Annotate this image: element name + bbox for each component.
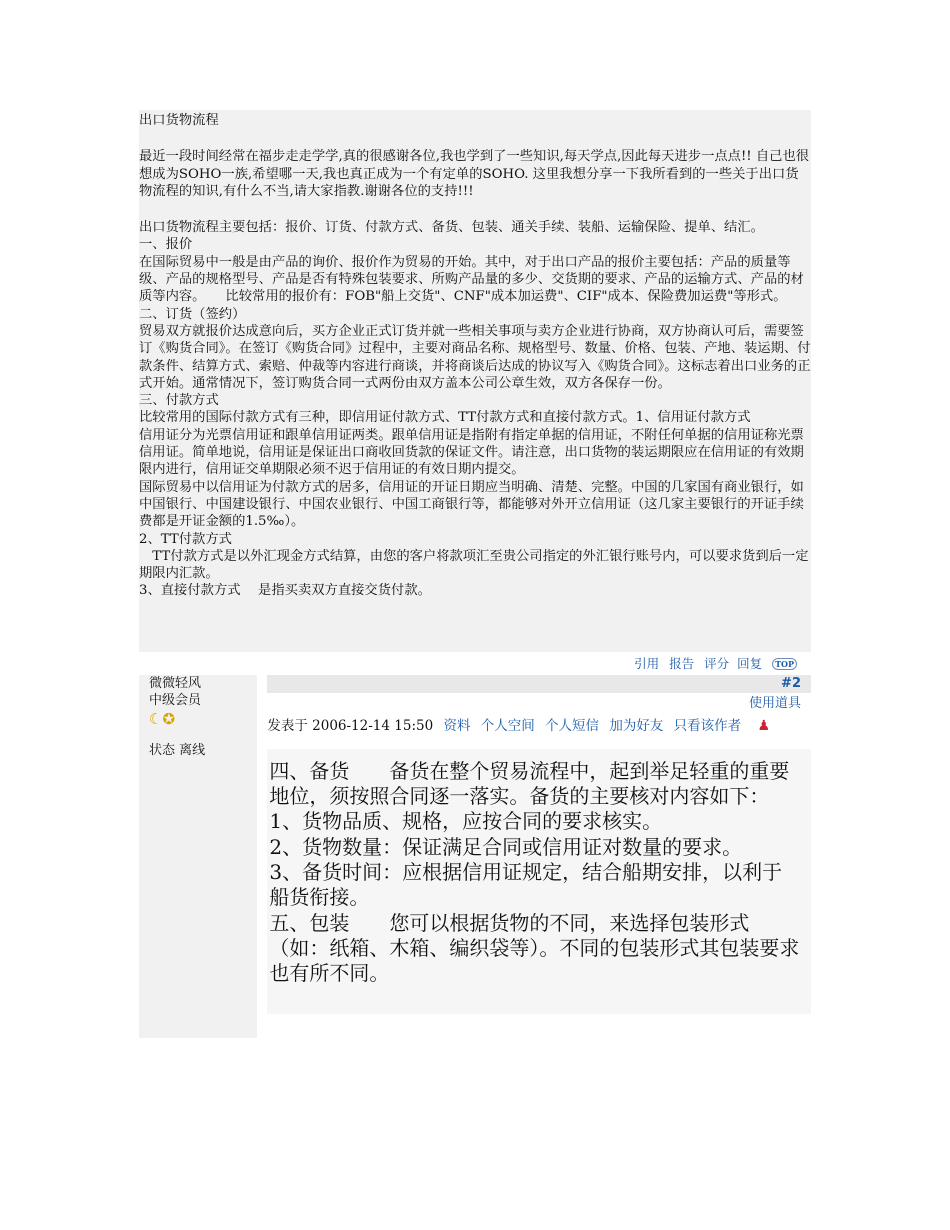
use-tools-link[interactable]: 使用道具 (748, 695, 801, 711)
section-body-quote: 在国际贸易中一般是由产品的询价、报价作为贸易的开始。其中，对于出口产品的报价主要包括：产品的质量等级、产品的规格型号、产品是否有特殊包装要求、所购产品量的多少、交货期的要求、产品的运输方式、产品的材质等内容。 比较常用的报价有：FOB"船上交货"、CNF"成本加运费"、CIF"成本、保险费加运费"等形式。 (139, 254, 804, 305)
body-line: 1、货物品质、规格，应按合同的要求核实。 (269, 809, 663, 834)
post-actions (139, 652, 811, 674)
post-2 (139, 675, 811, 1038)
qq-icon[interactable]: ♟ (757, 717, 771, 734)
moon-rank-icon: ☾ (149, 709, 163, 728)
floor-number[interactable]: #2 (781, 675, 801, 691)
only-author-link[interactable]: 只看该作者 (673, 717, 742, 734)
post-title: 出口货物流程 (139, 113, 219, 128)
section-title-order: 二、订货（签约） (139, 306, 246, 322)
space-link[interactable]: 个人空间 (480, 717, 535, 734)
tt-title: 2、TT付款方式 (139, 531, 232, 547)
section-body-payment-3: 国际贸易中以信用证为付款方式的居多，信用证的开证日期应当明确、清楚、完整。中国的几家国有商业银行，如中国银行、中国建设银行、中国农业银行、中国工商银行等，都能够对外开立信用证（这几家主要银行的开证手续费都是开证金额的1.5‰）。 (139, 479, 804, 530)
direct-payment: 3、直接付款方式 是指买卖双方直接交货付款。 (139, 583, 431, 599)
body-line: 四、备货 备货在整个贸易流程中，起到举足轻重的重要地位，须按照合同逐一落实。备货的主要核对内容如下： (269, 758, 790, 809)
rank-icons (149, 711, 257, 728)
section-body-order: 贸易双方就报价达成意向后，买方企业正式订货并就一些相关事项与卖方企业进行协商，双方协商认可后，需要签订《购货合同》。在签订《购货合同》过程中，主要对商品名称、规格型号、数量、价格、包装、产地、装运期、付款条件、结算方式、索赔、仲裁等内容进行商谈，并将商谈后达成的协议写入《购货合同》。这标志着出口业务的正式开始。通常情况下，签订购货合同一式两份由双方盖本公司公章生效，双方各保存一份。 (139, 323, 811, 391)
section-body-payment-1: 比较常用的国际付款方式有三种，即信用证付款方式、TT付款方式和直接付款方式。1、信用证付款方式 (139, 410, 751, 426)
body-line: 3、备货时间：应根据信用证规定，结合船期安排，以利于船货衔接。 (269, 859, 783, 910)
quote-link[interactable]: 引用 (634, 655, 660, 671)
reply-link[interactable]: 回复 (737, 655, 763, 671)
post-meta (267, 715, 811, 739)
section-body-payment-2: 信用证分为光票信用证和跟单信用证两类。跟单信用证是指附有指定单据的信用证，不附任何单据的信用证称光票信用证。简单地说，信用证是保证出口商收回货款的保证文件。请注意，出口货物的装运期限应在信用证的有效期限内进行，信用证交单期限必须不迟于信用证的有效日期内提交。 (139, 427, 804, 478)
section-title-quote: 一、报价 (139, 237, 193, 253)
rate-link[interactable]: 评分 (704, 655, 730, 671)
tt-body: TT付款方式是以外汇现金方式结算，由您的客户将款项汇至贵公司指定的外汇银行账号内，可以要求货到后一定期限内汇款。 (139, 548, 809, 582)
report-link[interactable]: 报告 (669, 655, 695, 671)
post-summary: 出口货物流程主要包括：报价、订货、付款方式、备货、包装、通关手续、装船、运输保险、提单、结汇。 (139, 220, 764, 236)
author-name[interactable]: 微微轻风 (149, 675, 202, 691)
star-rank-icon: ✪ (162, 709, 176, 728)
body-line: 2、货物数量：保证满足合同或信用证对数量的要求。 (269, 834, 743, 859)
post-time: 发表于 2006-12-14 15:50 (267, 717, 434, 734)
body-line: 五、包装 您可以根据货物的不同，来选择包装形式（如：纸箱、木箱、编织袋等）。不同的包装形式其包装要求也有所不同。 (269, 910, 800, 986)
author-rank: 中级会员 (149, 692, 202, 708)
top-icon[interactable]: TOP (772, 658, 797, 670)
post-2-content (267, 675, 811, 1038)
profile-link[interactable]: 资料 (443, 717, 471, 734)
thread-page (139, 110, 811, 1038)
post-1 (139, 110, 811, 652)
add-friend-link[interactable]: 加为好友 (609, 717, 664, 734)
post-intro: 最近一段时间经常在福步走走学学,真的很感谢各位,我也学到了一些知识,每天学点,因此每天进步一点点!! 自己也很想成为SOHO一族,希望哪一天,我也真正成为一个有定单的SOHO. 这里我想分享一下我所看到的一些关于出口货物流程的知识,有什么不当,请大家指教.谢谢各位的支持!!! (139, 149, 810, 199)
section-title-payment: 三、付款方式 (139, 393, 219, 409)
floor-bar (267, 675, 811, 693)
post-2-body (267, 749, 811, 1014)
message-link[interactable]: 个人短信 (545, 717, 600, 734)
author-panel (139, 675, 257, 1038)
author-status: 状态 离线 (149, 742, 206, 758)
